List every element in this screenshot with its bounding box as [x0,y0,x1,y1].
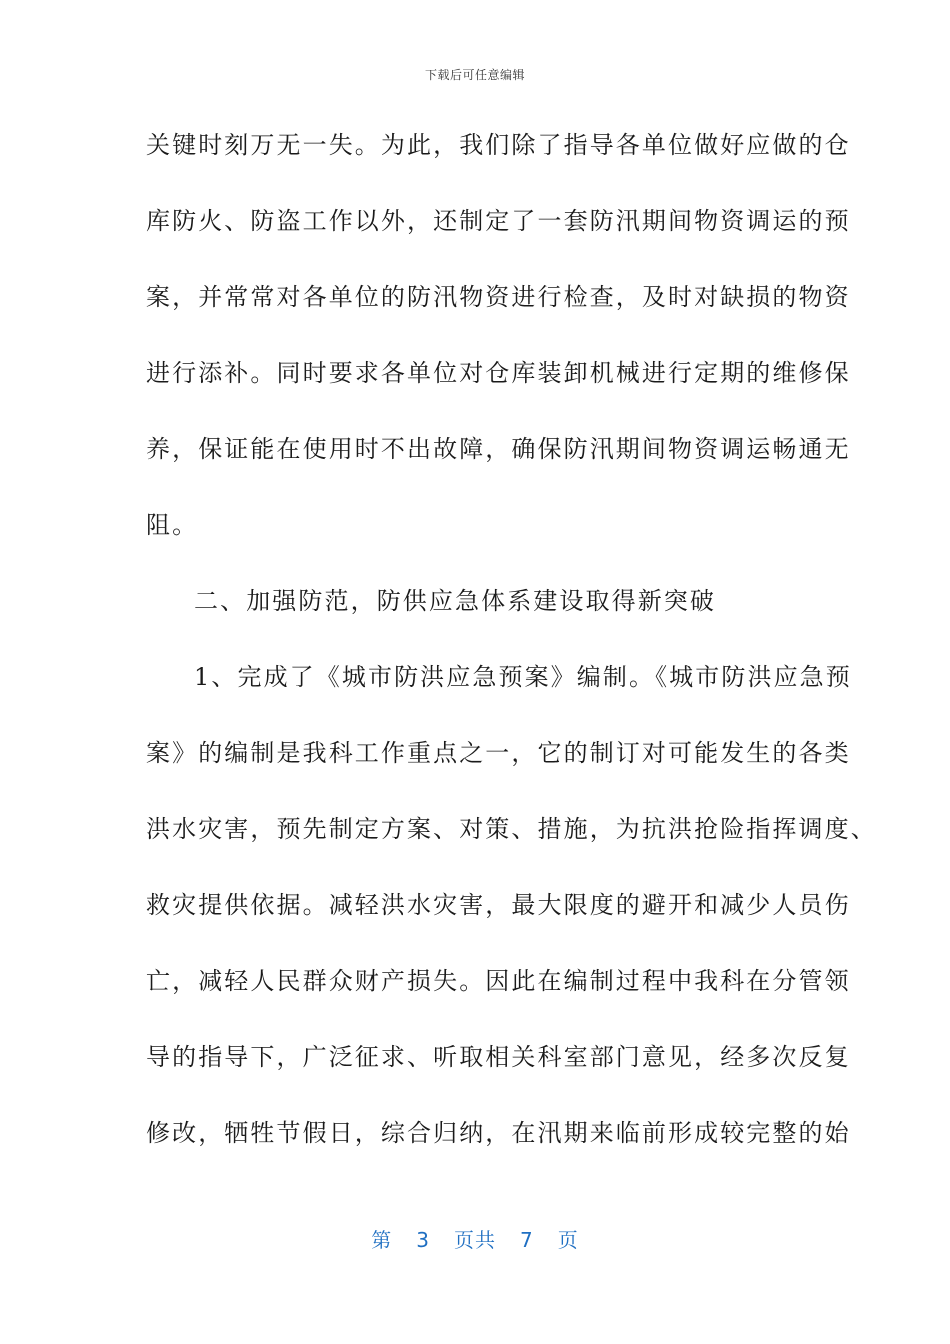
footer-middle: 页共 [454,1228,496,1252]
body-line: 案，并常常对各单位的防汛物资进行检查，及时对缺损的物资 [146,283,851,311]
total-pages-number: 7 [520,1228,534,1252]
body-line: 库防火、防盗工作以外，还制定了一套防汛期间物资调运的预 [146,207,851,235]
body-line: 进行添补。同时要求各单位对仓库装卸机械进行定期的维修保 [146,359,851,387]
page-header: 下载后可任意编辑 [424,68,525,82]
footer-suffix: 页 [557,1228,579,1252]
body-line: 案》的编制是我科工作重点之一，它的制订对可能发生的各类 [146,739,851,767]
document-body [146,119,877,1183]
current-page-number: 3 [416,1228,430,1252]
body-line: 洪水灾害，预先制定方案、对策、措施，为抗洪抢险指挥调度、 [146,815,877,843]
page-footer [0,1224,950,1253]
body-line: 关键时刻万无一失。为此，我们除了指导各单位做好应做的仓 [146,131,851,159]
body-line: 导的指导下，广泛征求、听取相关科室部门意见，经多次反复 [146,1043,851,1071]
section-heading: 二、加强防范，防供应急体系建设取得新突破 [194,587,716,615]
body-line: 阻。 [146,511,199,539]
body-line: 亡，减轻人民群众财产损失。因此在编制过程中我科在分管领 [146,967,851,995]
body-line: 养，保证能在使用时不出故障，确保防汛期间物资调运畅通无 [146,435,851,463]
body-line: 救灾提供依据。减轻洪水灾害，最大限度的避开和减少人员伤 [146,891,851,919]
footer-prefix: 第 [371,1228,393,1252]
body-line: 1、完成了《城市防洪应急预案》编制。《城市防洪应急预 [194,663,852,691]
body-line: 修改，牺牲节假日，综合归纳，在汛期来临前形成较完整的始 [146,1119,851,1147]
